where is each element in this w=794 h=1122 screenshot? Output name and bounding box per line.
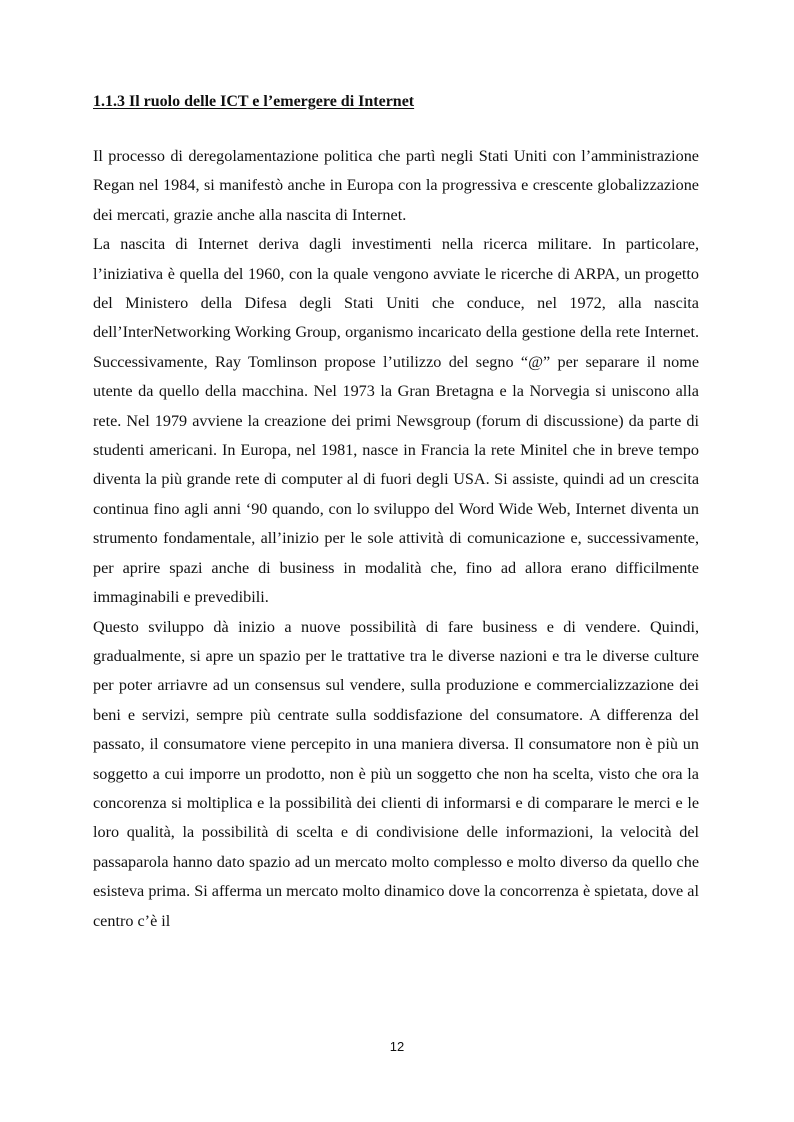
section-heading: 1.1.3 Il ruolo delle ICT e l’emergere di Internet [93,93,415,110]
paragraph: Questo sviluppo dà inizio a nuove possibilità di fare business e di vendere. Quindi, gradualmente, si apre un spazio per le trattative tra le diverse nazioni e tra le diverse culture per poter arriavre ad un consensus sul vendere, sulla produzione e commercializzazione dei beni e servizi, sempre più centrate sulla soddisfazione del consumatore. A differenza del passato, il consumatore viene percepito in una maniera diversa. Il consumatore non è più un soggetto a cui imporre un prodotto, non è più un soggetto che non ha scelta, visto che ora la concorenza si moltiplica e la possibilità dei clienti di informarsi e di comparare le merci e le loro qualità, la possibilità di scelta e di condivisione delle informazioni, la velocità del passaparola hanno dato spazio ad un mercato molto complesso e molto diverso da quello che esisteva prima. Si afferma un mercato molto dinamico dove la concorrenza è spietata, dove al centro c’è il [93,617,699,930]
body-text [93,142,699,936]
page-number: 12 [389,1039,405,1054]
paragraph: Il processo di deregolamentazione politica che partì negli Stati Uniti con l’amministrazione Regan nel 1984, si manifestò anche in Europa con la progressiva e crescente globalizzazione dei mercati, grazie anche alla nascita di Internet. [93,147,699,224]
paragraph: La nascita di Internet deriva dagli investimenti nella ricerca militare. In particolare, l’iniziativa è quella del 1960, con la quale vengono avviate le ricerche di ARPA, un progetto del Ministero della Difesa degli Stati Uniti che conduce, nel 1972, alla nascita dell’InterNetworking Working Group, organismo incaricato della gestione della rete Internet. Successivamente, Ray Tomlinson propose l’utilizzo del segno “@” per separare il nome utente da quello della macchina. Nel 1973 la Gran Bretagna e la Norvegia si uniscono alla rete. Nel 1979 avviene la creazione dei primi Newsgroup (forum di discussione) da parte di studenti americani. In Europa, nel 1981, nasce in Francia la rete Minitel che in breve tempo diventa la più grande rete di computer al di fuori degli USA. Si assiste, quindi ad un crescita continua fino agli anni ‘90 quando, con lo sviluppo del Word Wide Web, Internet diventa un strumento fondamentale, all’inizio per le sole attività di comunicazione e, successivamente, per aprire spazi anche di business in modalità che, fino ad allora erano difficilmente immaginabili e prevedibili. [93,235,699,607]
